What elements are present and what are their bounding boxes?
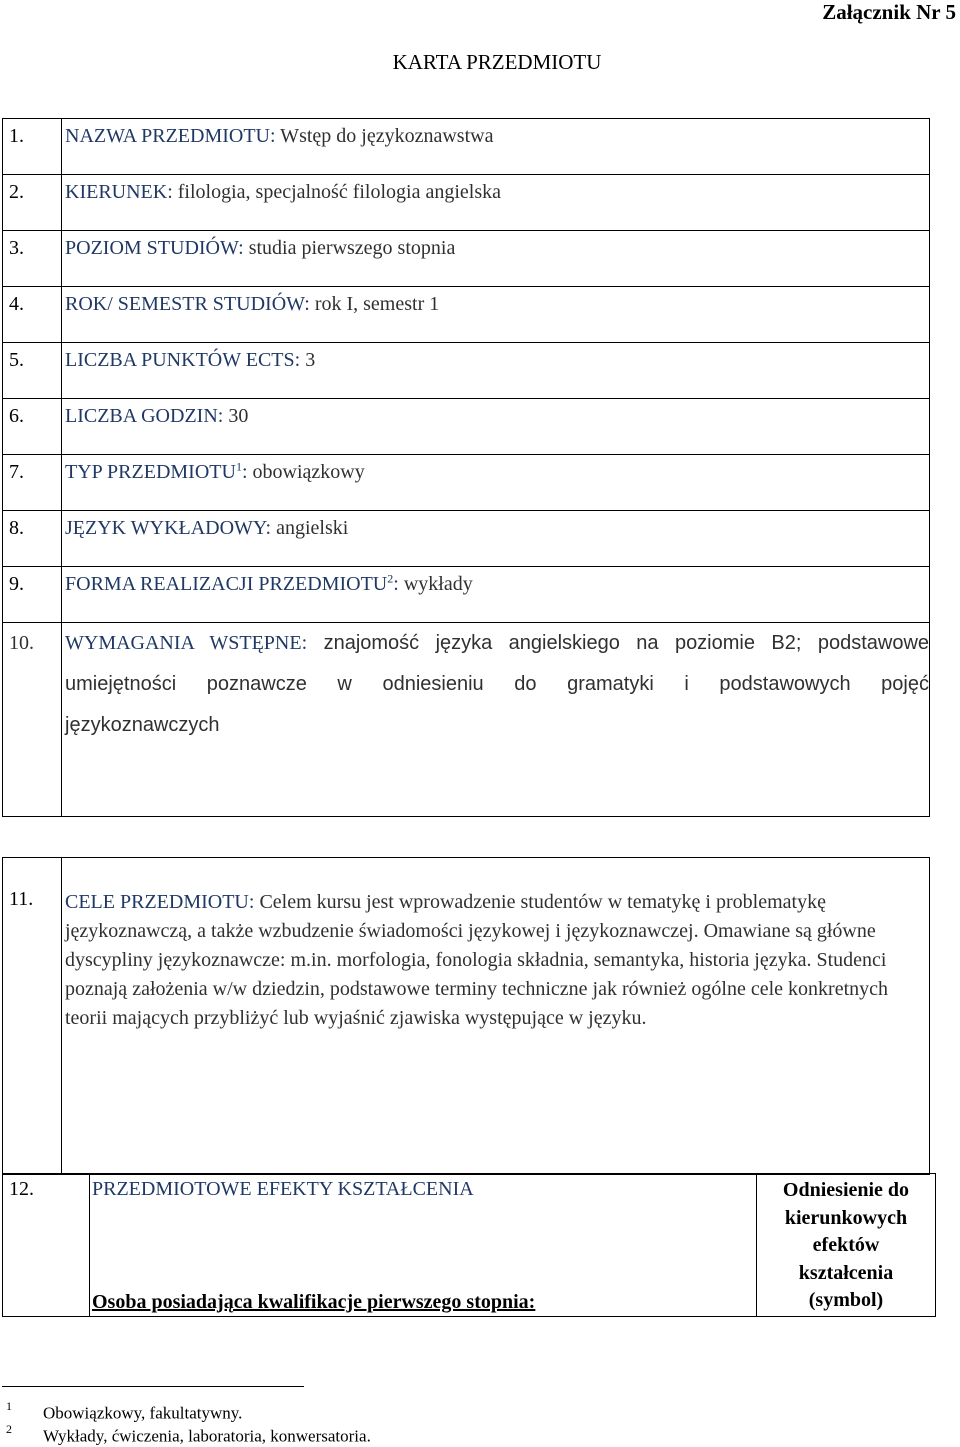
reference-header-cell [757, 1174, 936, 1317]
field-label: LICZBA GODZIN: [65, 405, 224, 427]
field-value: Wstęp do językoznawstwa [275, 125, 494, 147]
info-cell [62, 175, 930, 231]
footnote-1 [6, 1401, 242, 1424]
field-value: studia pierwszego stopnia [243, 237, 456, 259]
course-info-table [2, 118, 930, 817]
requirements-cell [62, 623, 930, 817]
info-row [3, 343, 930, 399]
footnote-text: Wykłady, ćwiczenia, laboratoria, konwersatoria. [43, 1426, 371, 1446]
info-cell [62, 231, 930, 287]
info-cell [62, 343, 930, 399]
requirements-row [3, 623, 930, 817]
reference-line: Odniesienie do [782, 1179, 910, 1201]
outcomes-header-cell [90, 1174, 757, 1317]
footnote-separator [2, 1386, 304, 1387]
label-colon: : [393, 573, 399, 595]
footnote-number: 2 [6, 1422, 12, 1436]
reference-line: efektów [812, 1234, 880, 1256]
row-number: 1. [3, 119, 62, 175]
document-title: KARTA PRZEDMIOTU [392, 50, 602, 74]
goals-label: CELE PRZEDMIOTU: [65, 891, 255, 913]
info-cell [62, 567, 930, 623]
goals-row [3, 858, 930, 1175]
field-value: filologia, specjalność filologia angielska [172, 181, 502, 203]
info-row [3, 287, 930, 343]
field-label: POZIOM STUDIÓW: [65, 237, 244, 259]
learning-outcomes-table [2, 1173, 936, 1317]
footnote-ref: 1 [235, 459, 242, 474]
requirements-text-1: znajomość języka angielskiego na poziomie B2; podstawowe [307, 632, 930, 654]
row-number: 5. [3, 343, 62, 399]
row-number: 8. [3, 511, 62, 567]
field-label: JĘZYK WYKŁADOWY: [65, 517, 272, 539]
outcomes-label: PRZEDMIOTOWE EFEKTY KSZTAŁCENIA [92, 1178, 474, 1200]
field-value: 3 [300, 349, 316, 371]
outcomes-subheading: Osoba posiadająca kwalifikacje pierwszego stopnia: [92, 1291, 536, 1313]
reference-line: kierunkowych [784, 1206, 908, 1229]
row-number: 11. [3, 858, 62, 1175]
field-value: rok I, semestr 1 [309, 293, 440, 315]
field-value: 30 [223, 405, 249, 427]
field-label: NAZWA PRZEDMIOTU: [65, 125, 276, 147]
field-label: TYP PRZEDMIOTU [65, 461, 236, 483]
row-number: 12. [3, 1174, 90, 1317]
field-label: ROK/ SEMESTR STUDIÓW: [65, 293, 310, 315]
footnote-text: Obowiązkowy, fakultatywny. [43, 1403, 243, 1423]
info-cell [62, 511, 930, 567]
info-row [3, 511, 930, 567]
course-goals-table [2, 857, 930, 1175]
field-value: angielski [271, 517, 349, 539]
info-cell [62, 455, 930, 511]
info-row [3, 175, 930, 231]
row-number: 10. [3, 623, 62, 817]
row-number: 7. [3, 455, 62, 511]
footnote-ref: 2 [387, 571, 394, 586]
requirements-line-2: umiejętności poznawcze w odniesieniu do gramatyki i podstawowych pojęć [65, 673, 929, 695]
row-number: 3. [3, 231, 62, 287]
requirements-line-3: językoznawczych [65, 714, 220, 736]
reference-line: (symbol) [808, 1289, 884, 1311]
info-row [3, 231, 930, 287]
info-row [3, 119, 930, 175]
row-number: 2. [3, 175, 62, 231]
info-cell [62, 399, 930, 455]
requirements-line-1 [65, 623, 929, 664]
info-cell [62, 287, 930, 343]
requirements-label: WYMAGANIA WSTĘPNE: [65, 632, 308, 654]
info-row [3, 567, 930, 623]
annex-label: Załącznik Nr 5 [822, 0, 956, 24]
row-number: 6. [3, 399, 62, 455]
field-label: FORMA REALIZACJI PRZEDMIOTU [65, 573, 388, 595]
field-value: obowiązkowy [247, 461, 365, 483]
reference-line: kształcenia [798, 1261, 894, 1284]
field-label: KIERUNEK: [65, 181, 173, 203]
footnote-2 [6, 1424, 371, 1447]
goals-text: Celem kursu jest wprowadzenie studentów w tematykę i problematykę językoznawczą, a także wzbudzenie świadomości językowej i językoznawczej. Omawiane są główne dyscypliny językoznawcze: m.in. morfologia, fonologia składnia, semantyka, historia języka. Studenci poznają założenia w/w dziedzin, podstawowe terminy techniczne jak również ogólne cele konkretnych teorii mających przybliżyć lub wyjaśnić zjawiska występujące w [65, 891, 888, 1029]
outcomes-header-row [3, 1174, 936, 1317]
info-cell [62, 119, 930, 175]
info-row [3, 455, 930, 511]
footnote-number: 1 [6, 1399, 12, 1413]
goals-cell [62, 858, 930, 1175]
info-row [3, 399, 930, 455]
goals-text-end: języku. [583, 1007, 647, 1029]
label-colon: : [241, 461, 248, 483]
row-number: 9. [3, 567, 62, 623]
field-label: LICZBA PUNKTÓW ECTS: [65, 349, 301, 371]
field-value: wykłady [398, 573, 473, 595]
row-number: 4. [3, 287, 62, 343]
